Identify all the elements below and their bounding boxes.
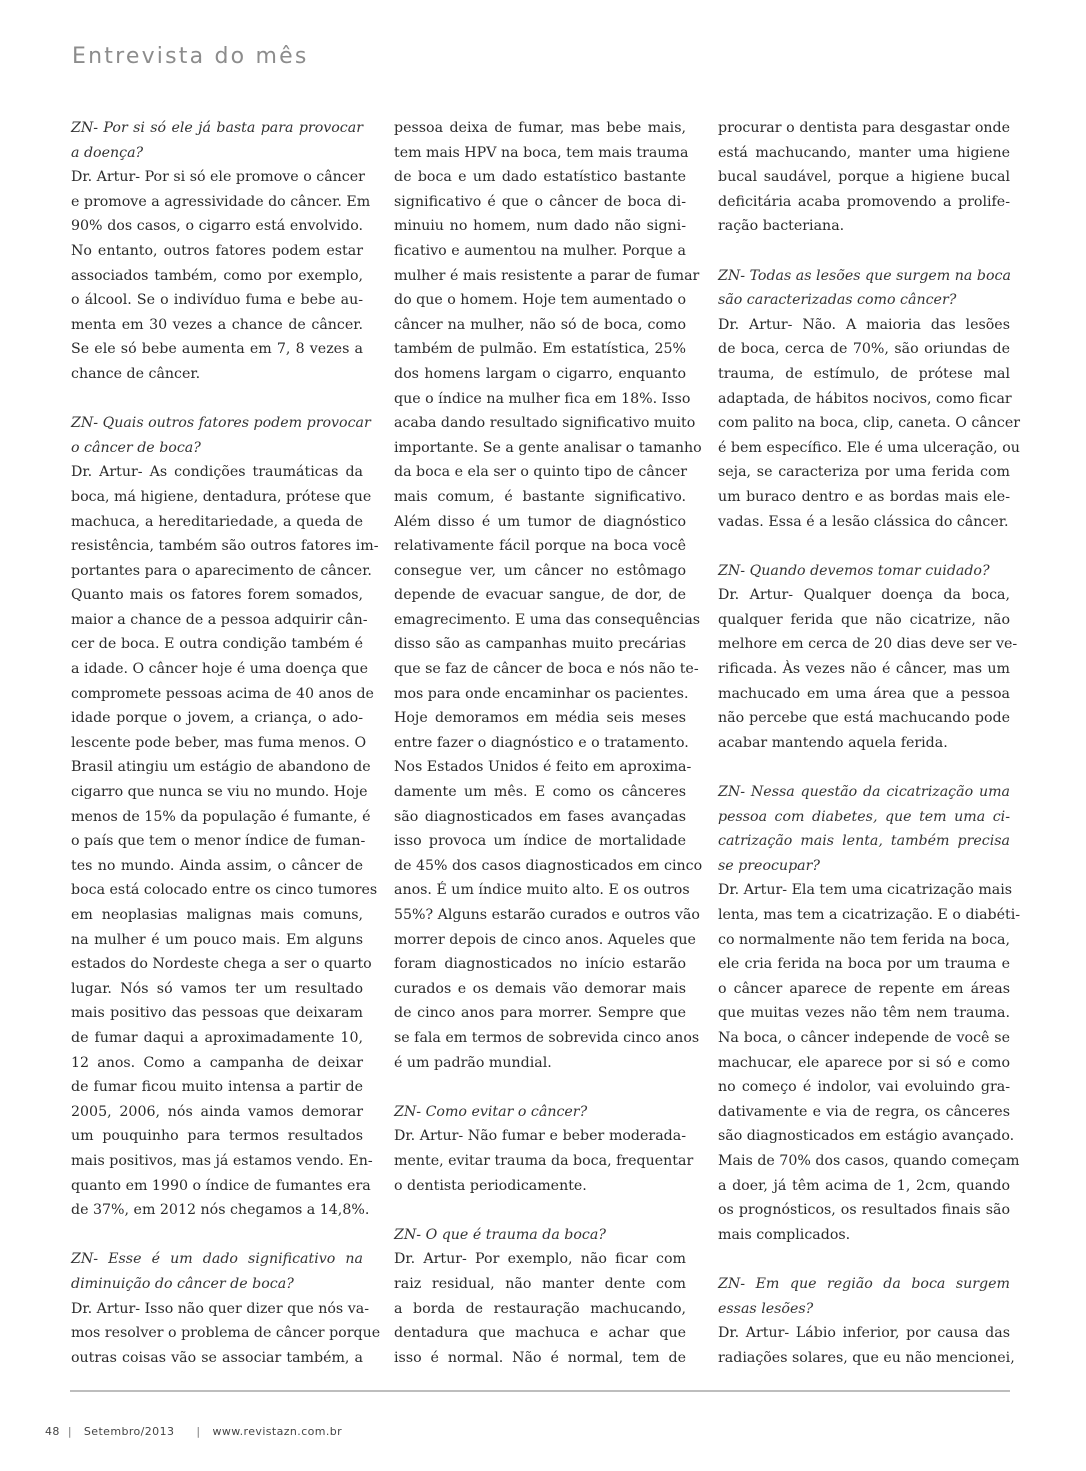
text-line: consegue ver, um câncer no estômago xyxy=(394,562,686,579)
interview-answer xyxy=(394,116,703,1075)
interview-question xyxy=(71,411,371,460)
text-line: mais comum, é bastante significativo. xyxy=(394,488,686,505)
text-line: no começo é indolor, vai evoluindo gra- xyxy=(718,1079,1010,1096)
interview-question xyxy=(394,1100,686,1125)
text-line: também de pulmão. Em estatística, 25% xyxy=(394,341,686,358)
text-line: trauma, de estímulo, de prótese mal xyxy=(718,365,1010,382)
text-line: na mulher é um pouco mais. Em alguns xyxy=(71,931,363,948)
article-column-2 xyxy=(394,116,703,1370)
text-line: bucal saudável, porque a higiene bucal xyxy=(718,169,1010,186)
text-line: compromete pessoas acima de 40 anos de xyxy=(71,685,374,702)
text-line: cigarro que nunca se viu no mundo. Hoje xyxy=(71,784,368,801)
text-line: 90% dos casos, o cigarro está envolvido. xyxy=(71,218,363,235)
text-line: Dr. Artur- Qualquer doença da boca, xyxy=(718,587,1010,604)
text-line: de fumar daqui a aproximadamente 10, xyxy=(71,1029,363,1046)
text-line: machucado em uma área que a pessoa xyxy=(718,685,1010,702)
text-line: a idade. O câncer hoje é uma doença que xyxy=(71,661,368,678)
interview-answer xyxy=(718,313,1021,534)
text-line: dentadura que machuca e achar que xyxy=(394,1325,686,1342)
text-line: ZN- Como evitar o câncer? xyxy=(394,1103,588,1120)
text-line: o país que tem o menor índice de fuman- xyxy=(71,833,366,850)
text-line: do que o homem. Hoje tem aumentado o xyxy=(394,292,687,309)
text-line: Mais de 70% dos casos, quando começam xyxy=(718,1152,1020,1169)
text-line: mos resolver o problema de câncer porque xyxy=(71,1325,381,1342)
text-line: anos. É um índice muito alto. E os outros xyxy=(394,882,690,899)
text-line: mais positivos, mas já estamos vendo. En- xyxy=(71,1152,373,1169)
text-line: vadas. Essa é a lesão clássica do câncer. xyxy=(718,513,1009,530)
text-line: pessoa com diabetes, que tem uma ci- xyxy=(718,808,1010,825)
text-line: qualquer ferida que não cicatrize, não xyxy=(718,611,1010,628)
text-line: ZN- Por si só ele já basta para provocar xyxy=(71,120,363,136)
text-line: morrer depois de cinco anos. Aqueles que xyxy=(394,931,696,948)
text-line: de fumar ficou muito intensa a partir de xyxy=(71,1079,363,1096)
issue-date: Setembro/2013 xyxy=(83,1425,175,1438)
page-number: 48 xyxy=(45,1425,60,1438)
text-line: procurar o dentista para desgastar onde xyxy=(718,120,1010,136)
paragraph-spacer xyxy=(718,755,1010,780)
text-line: lugar. Nós só vamos ter um resultado xyxy=(71,980,363,997)
paragraph-spacer xyxy=(718,534,1010,559)
text-line: se preocupar? xyxy=(718,857,821,874)
text-line: Dr. Artur- Lábio inferior, por causa das xyxy=(718,1325,1010,1342)
text-line: resistência, também são outros fatores im- xyxy=(71,538,379,555)
text-line: se fala em termos de sobrevida cinco anos xyxy=(394,1029,700,1046)
text-line: Dr. Artur- Por si só ele promove o câncer xyxy=(71,169,365,186)
text-line: um pouquinho para termos resultados xyxy=(71,1128,363,1145)
text-line: Nos Estados Unidos é feito em aproxima- xyxy=(394,759,692,776)
text-line: seja, se caracteriza por uma ferida com xyxy=(718,464,1010,481)
interview-answer xyxy=(394,1247,686,1370)
text-line: mente, evitar trauma da boca, frequentar xyxy=(394,1152,694,1169)
interview-answer xyxy=(71,1297,381,1371)
text-line: tem mais HPV na boca, tem mais trauma xyxy=(394,144,689,161)
text-line: isso é normal. Não é normal, tem de xyxy=(394,1349,686,1366)
text-line: Quanto mais os fatores forem somados, xyxy=(71,587,363,604)
text-line: de cinco anos para morrer. Sempre que xyxy=(394,1005,686,1022)
interview-answer xyxy=(71,460,379,1222)
text-line: maior a chance de a pessoa adquirir cân- xyxy=(71,611,368,628)
text-line: que muitas vezes não têm nem trauma. xyxy=(718,1005,1010,1022)
text-line: dativamente e via de regra, os cânceres xyxy=(718,1103,1010,1120)
text-line: entre fazer o diagnóstico e o tratamento. xyxy=(394,734,689,751)
text-line: pessoa deixa de fumar, mas bebe mais, xyxy=(394,120,686,136)
text-line: mos para onde encaminhar os pacientes. xyxy=(394,685,689,702)
interview-question xyxy=(718,780,1010,878)
text-line: Hoje demoramos em média seis meses xyxy=(394,710,686,727)
text-line: em neoplasias malignas mais comuns, xyxy=(71,907,363,923)
text-line: ZN- Quando devemos tomar cuidado? xyxy=(718,562,990,579)
interview-question xyxy=(718,1272,1010,1321)
text-line: boca, má higiene, dentadura, prótese que xyxy=(71,488,372,505)
text-line: da boca e ela ser o quinto tipo de câncer xyxy=(394,464,688,481)
text-line: Na boca, o câncer independe de você se xyxy=(718,1029,1010,1046)
text-line: melhore em cerca de 20 dias deve ser ve- xyxy=(718,636,1018,653)
text-line: catrização mais lenta, também precisa xyxy=(718,833,1010,850)
text-line: boca está colocado entre os cinco tumores xyxy=(71,882,378,899)
text-line: acaba dando resultado significativo muito xyxy=(394,415,696,432)
text-line: o álcool. Se o indivíduo fuma e bebe au- xyxy=(71,292,363,309)
text-line: ZN- O que é trauma da boca? xyxy=(394,1226,606,1243)
text-line: Além disso é um tumor de diagnóstico xyxy=(394,513,686,530)
text-line: raiz residual, não manter dente com xyxy=(394,1275,686,1292)
text-line: emagrecimento. E uma das consequências xyxy=(394,611,701,628)
website-link[interactable]: www.revistazn.com.br xyxy=(212,1425,343,1438)
text-line: chance de câncer. xyxy=(71,365,201,382)
text-line: a doer, já têm acima de 1, 2cm, quando xyxy=(718,1177,1010,1194)
text-line: 12 anos. Como a campanha de deixar xyxy=(71,1054,363,1071)
text-line: significativo é que o câncer de boca di- xyxy=(394,193,686,210)
text-line: são diagnosticados em estágio avançado. xyxy=(718,1128,1015,1145)
text-line: depende de evacuar sangue, de dor, de xyxy=(394,587,686,604)
paragraph-spacer xyxy=(71,387,363,412)
interview-answer xyxy=(718,583,1018,755)
text-line: tes no mundo. Ainda assim, o câncer de xyxy=(71,857,363,874)
interview-answer xyxy=(718,116,1010,239)
text-line: não percebe que está machucando pode xyxy=(718,710,1010,727)
paragraph-spacer xyxy=(718,1247,1010,1272)
text-line: associados também, como por exemplo, xyxy=(71,267,363,284)
text-line: que se faz de câncer de boca e nós não te- xyxy=(394,661,699,678)
text-line: relativamente fácil porque na boca você xyxy=(394,538,686,555)
text-line: menos de 15% da população é fumante, é xyxy=(71,808,371,825)
text-line: diminuição do câncer de boca? xyxy=(71,1275,294,1292)
text-line: está machucando, manter uma higiene xyxy=(718,144,1010,161)
footer-separator: | xyxy=(67,1425,72,1438)
text-line: acabar mantendo aquela ferida. xyxy=(718,734,948,751)
text-line: o câncer aparece de repente em áreas xyxy=(718,980,1010,997)
text-line: a doença? xyxy=(71,144,144,161)
text-line: o dentista periodicamente. xyxy=(394,1177,587,1194)
interview-question xyxy=(718,264,1010,313)
interview-answer xyxy=(394,1124,694,1198)
text-line: o câncer de boca? xyxy=(71,439,201,456)
text-line: portantes para o aparecimento de câncer. xyxy=(71,562,372,579)
text-line: Dr. Artur- Não. A maioria das lesões xyxy=(718,316,1010,333)
text-line: e promove a agressividade do câncer. Em xyxy=(71,193,371,210)
text-line: machuca, a hereditariedade, a queda de xyxy=(71,513,363,530)
text-line: são diagnosticados em fases avançadas xyxy=(394,808,686,825)
text-line: estados do Nordeste chega a ser o quarto xyxy=(71,956,372,973)
text-line: quanto em 1990 o índice de fumantes era xyxy=(71,1177,371,1194)
text-line: disso são as campanhas muito precárias xyxy=(394,636,686,653)
text-line: Dr. Artur- As condições traumáticas da xyxy=(71,464,363,481)
text-line: importante. Se a gente analisar o tamanho xyxy=(394,439,702,456)
text-line: que o índice na mulher fica em 18%. Isso xyxy=(394,390,691,407)
text-line: a borda de restauração machucando, xyxy=(394,1300,686,1317)
text-line: Brasil atingiu um estágio de abandono de xyxy=(71,759,371,776)
text-line: rificada. Às vezes não é câncer, mas um xyxy=(718,661,1010,678)
text-line: mais positivo das pessoas que deixaram xyxy=(71,1005,363,1022)
text-line: ele cria ferida na boca por um trauma e xyxy=(718,956,1010,973)
text-line: mulher é mais resistente a parar de fumar xyxy=(394,267,700,284)
interview-answer xyxy=(718,878,1021,1247)
text-line: lescente pode beber, mas fuma menos. O xyxy=(71,734,367,751)
text-line: Dr. Artur- Não fumar e beber moderada- xyxy=(394,1128,686,1145)
text-line: co normalmente não tem ferida na boca, xyxy=(718,931,1010,948)
text-line: cer de boca. E outra condição também é xyxy=(71,636,363,653)
text-line: idade porque o jovem, a criança, o ado- xyxy=(71,710,363,727)
text-line: de boca e um dado estatístico bastante xyxy=(394,169,686,186)
text-line: No entanto, outros fatores podem estar xyxy=(71,242,363,259)
text-line: deficitária acaba promovendo a prolife- xyxy=(718,193,1010,210)
text-line: ZN- Todas as lesões que surgem na boca xyxy=(718,267,1011,284)
text-line: Dr. Artur- Por exemplo, não ficar com xyxy=(394,1251,686,1268)
text-line: câncer na mulher, não só de boca, como xyxy=(394,316,686,333)
text-line: é bem específico. Ele é uma ulceração, ou xyxy=(718,439,1020,456)
text-line: dos homens largam o cigarro, enquanto xyxy=(394,365,686,382)
interview-answer xyxy=(71,165,371,386)
text-line: é um padrão mundial. xyxy=(394,1054,552,1071)
text-line: Dr. Artur- Ela tem uma cicatrização mais xyxy=(718,882,1013,899)
interview-question xyxy=(394,1223,686,1248)
text-line: um buraco dentro e as bordas mais ele- xyxy=(718,488,1010,505)
text-line: ZN- Nessa questão da cicatrização uma xyxy=(718,784,1010,801)
text-line: damente um mês. E como os cânceres xyxy=(394,784,686,801)
text-line: com palito na boca, clip, caneta. O câncer xyxy=(718,415,1021,432)
text-line: ZN- Esse é um dado significativo na xyxy=(71,1251,363,1268)
text-line: machucar, ele aparece por si só e como xyxy=(718,1054,1010,1071)
text-line: lenta, mas tem a cicatrização. E o diabéti- xyxy=(718,907,1021,923)
text-line: ZN- Em que região da boca surgem xyxy=(718,1275,1010,1292)
paragraph-spacer xyxy=(718,239,1010,264)
text-line: os prognósticos, os resultados finais são xyxy=(718,1202,1010,1219)
section-title: Entrevista do mês xyxy=(72,44,309,69)
paragraph-spacer xyxy=(394,1198,686,1223)
interview-answer xyxy=(718,1321,1015,1370)
paragraph-spacer xyxy=(394,1075,686,1100)
text-line: são caracterizadas como câncer? xyxy=(718,292,957,309)
text-line: ficativo e aumentou na mulher. Porque a xyxy=(394,242,686,259)
text-line: menta em 30 vezes a chance de câncer. xyxy=(71,316,363,333)
text-line: foram diagnosticados no início estarão xyxy=(394,956,686,973)
paragraph-spacer xyxy=(71,1223,363,1248)
page-footer xyxy=(45,1425,342,1438)
footer-separator: | xyxy=(196,1425,201,1438)
article-column-1 xyxy=(71,116,381,1370)
text-line: essas lesões? xyxy=(718,1300,814,1317)
article-column-3 xyxy=(718,116,1021,1370)
text-line: ZN- Quais outros fatores podem provocar xyxy=(71,415,371,432)
text-line: isso provoca um índice de mortalidade xyxy=(394,833,686,850)
text-line: ração bacteriana. xyxy=(718,218,845,235)
text-line: 2005, 2006, nós ainda vamos demorar xyxy=(71,1103,363,1120)
text-line: curados e os demais vão demorar mais xyxy=(394,980,686,997)
text-line: minuiu no homem, num dado não signi- xyxy=(394,218,686,235)
interview-question xyxy=(71,1247,363,1296)
text-line: mais complicados. xyxy=(718,1226,851,1243)
text-line: de 37%, em 2012 nós chegamos a 14,8%. xyxy=(71,1202,370,1219)
text-line: Dr. Artur- Isso não quer dizer que nós va- xyxy=(71,1300,369,1317)
text-line: radiações solares, que eu não mencionei, xyxy=(718,1349,1015,1366)
interview-question xyxy=(71,116,363,165)
text-line: outras coisas vão se associar também, a xyxy=(71,1349,363,1366)
text-line: adaptada, de hábitos nocivos, como ficar xyxy=(718,390,1012,407)
text-line: 55%? Alguns estarão curados e outros vão xyxy=(394,907,700,923)
interview-question xyxy=(718,559,1010,584)
text-line: de boca, cerca de 70%, são oriundas de xyxy=(718,341,1010,358)
text-line: Se ele só bebe aumenta em 7, 8 vezes a xyxy=(71,341,363,358)
text-line: de 45% dos casos diagnosticados em cinco xyxy=(394,857,703,874)
footer-divider xyxy=(70,1390,1010,1392)
